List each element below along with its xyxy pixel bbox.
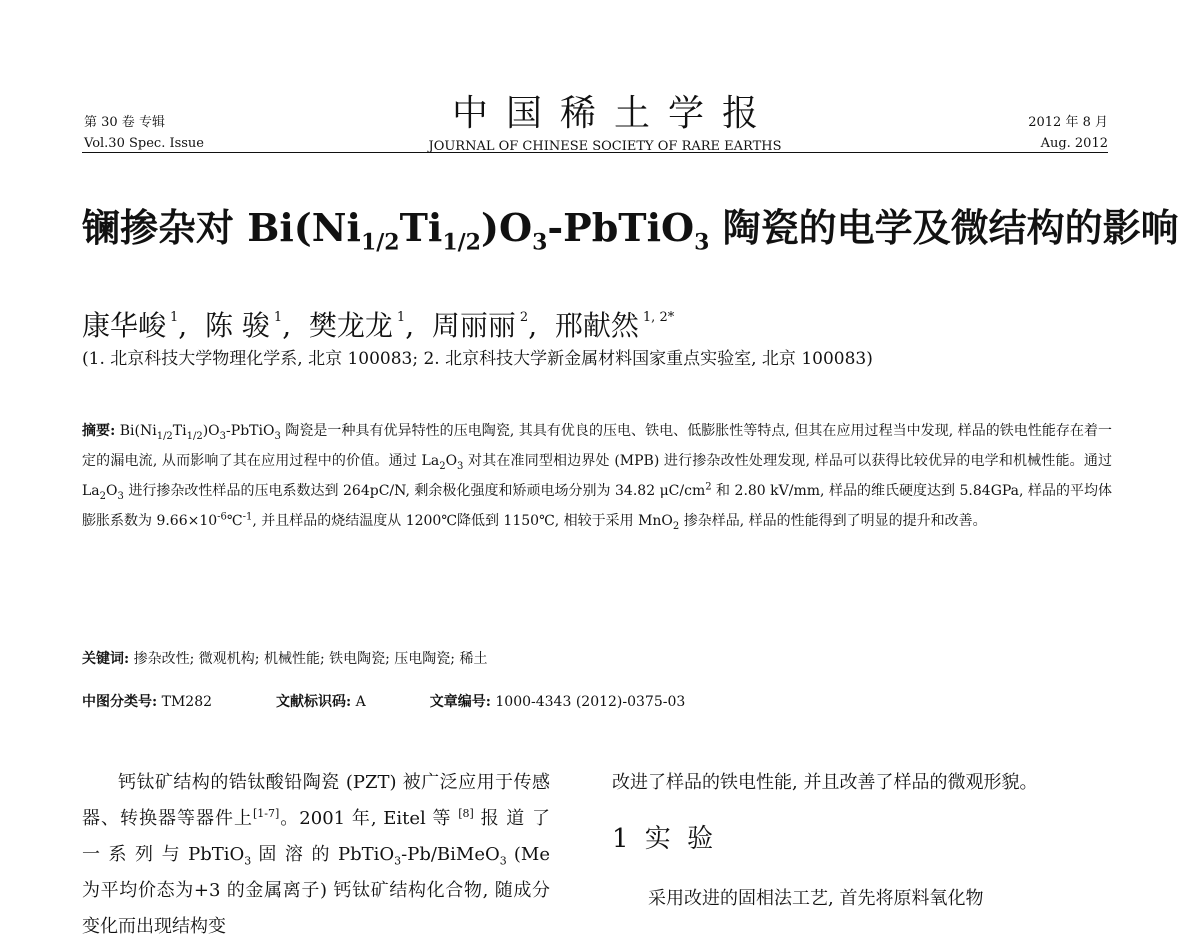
affiliations: (1. 北京科技大学物理化学系, 北京 100083; 2. 北京科技大学新金属材料国家重点实验室, 北京 100083) — [82, 349, 873, 369]
body-paragraph-continued: 改进了样品的铁电性能, 并且改善了样品的微观形貌。 — [612, 772, 1038, 793]
keywords: 关键词: 掺杂改性; 微观机构; 机械性能; 铁电陶瓷; 压电陶瓷; 稀土 — [82, 651, 488, 667]
volume-cn: 第 30 卷 专辑 — [84, 115, 165, 130]
date-cn: 2012 年 8 月 — [1028, 115, 1108, 130]
journal-name-cn: 中国稀土学报 — [451, 93, 776, 134]
date-en: Aug. 2012 — [1040, 136, 1108, 151]
volume-en: Vol.30 Spec. Issue — [84, 136, 204, 151]
section-heading: 1 实 验 — [612, 824, 718, 854]
classification-line — [82, 690, 685, 714]
clc-number: 中图分类号: TM282 — [82, 694, 213, 710]
author: 康华峻 $^1$ — [82, 309, 179, 342]
body-left-column — [82, 765, 550, 945]
author: 陈 骏 $^1$ — [205, 309, 283, 342]
article-number: 文章编号: 1000-4343 (2012)-0375-03 — [429, 694, 686, 710]
body-paragraph: 采用改进的固相法工艺, 首先将原料氧化物 — [648, 888, 984, 909]
author: 周丽丽 $^2$ — [431, 309, 529, 342]
abstract-label: 摘要: — [82, 423, 116, 439]
header-volume — [84, 112, 254, 154]
document-code: 文献标识码: A — [276, 694, 366, 710]
body-paragraph: 钙钛矿结构的锆钛酸铅陶瓷 (PZT) 被广泛应用于传感器、转换器等器件上[1-7]。2001 年, Eitel 等 [8] 报 道 了 一 系 列 与 PbTiO$_3$ 固 溶 的 PbTiO$_3$-Pb/BiMeO$_3$ (Me 为平均价态为+3 的金属离子) 钙钛矿结构化合物, 随成分变化而出现结构变 — [82, 772, 551, 937]
journal-name-en: JOURNAL OF CHINESE SOCIETY OF RARE EARTHS — [428, 139, 782, 154]
abstract: 摘要: $Bi(Ni_{1/2}Ti_{1/2})O_3-PbTiO_3$ 陶瓷是一种具有优异特性的压电陶瓷, 其具有优良的压电、铁电、低膨胀性等特点, 但其在应用过程当中发现, 样品的铁电性能存在着一定的漏电流, 从而影响了其在应用过程中的价值。通过 $La_2O_3$ 对其在准同型相边界处 (MPB) 进行掺杂改性处理发现, 样品可以获得比较优异的电学和机械性能。通过 $La_2O_3$ 进行掺杂改性样品的压电系数达到 264pC/N, 剩余极化强度和矫顽电场分别为 34.82 $\mu C/cm^2$ 和 2.80 kV/mm, 样品的维氏硬度达到 5.84GPa, 样品的平均体膨胀系数为 $9.66\times 10^{-6}℃^{-1}$, 并且样品的烧结温度从 1200℃降低到 1150℃, 相较于采用 MnO$_2$ 掺杂样品, 样品的性能得到了明显的提升和改善。 — [82, 423, 1113, 532]
paper-title: 镧掺杂对 $Bi(Ni_{1/2}Ti_{1/2})O_3-PbTiO_3$ 陶瓷的电学及微结构的影响 — [82, 205, 1179, 256]
body-right-column — [612, 765, 1112, 917]
header-rule — [82, 152, 1108, 153]
citation: [1-7] — [253, 807, 280, 820]
author: 樊龙龙 $^1$ — [308, 309, 406, 342]
header-date — [938, 112, 1108, 154]
keywords-label: 关键词: — [82, 651, 130, 667]
author: 邢献然 $^{1, 2*}$ — [554, 309, 675, 342]
citation: [8] — [458, 807, 474, 820]
author-list: 康华峻 $^1$, 陈 骏 $^1$, 樊龙龙 $^1$, 周丽丽 $^2$, 邢献然 $^{1, 2*}$ — [82, 309, 675, 342]
header-journal — [395, 92, 815, 156]
